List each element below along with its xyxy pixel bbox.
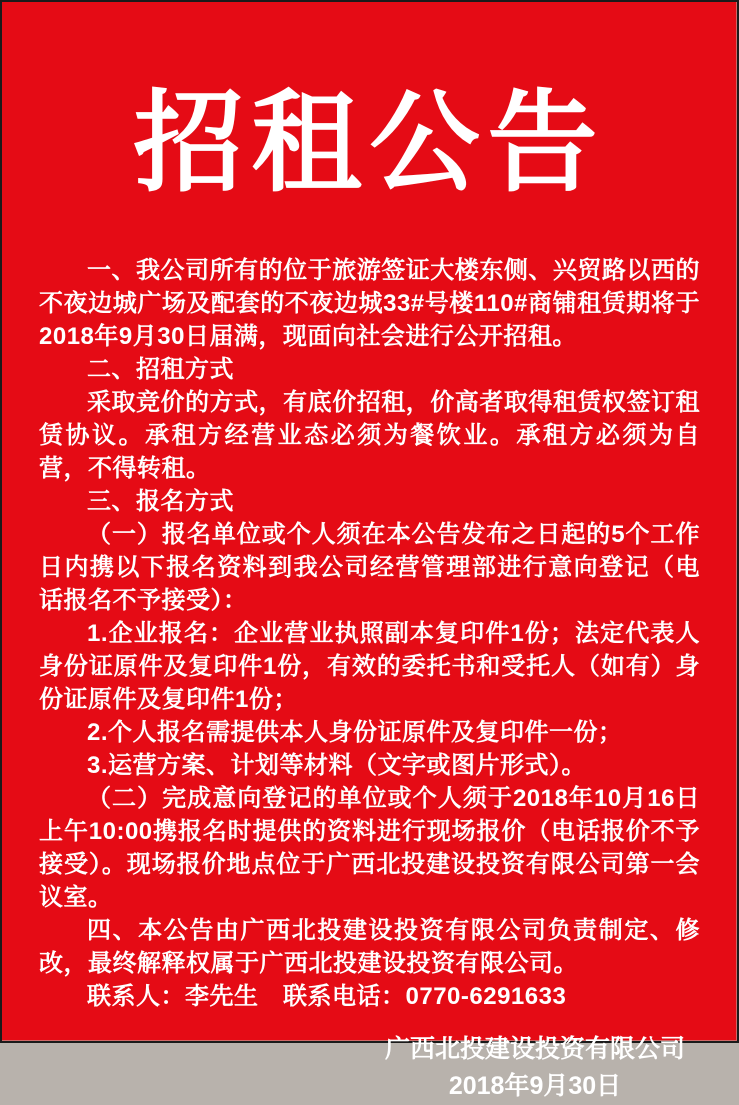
signature-company: 广西北投建设投资有限公司 [384,1035,685,1063]
contact-info: 联系人：李先生 联系电话：0770-6291633 [87,983,567,1010]
signature-block [385,1031,685,1105]
paragraph-operation-plan: 3.运营方案、计划等材料（文字或图片形式）。 [87,752,587,779]
section-heading-rental-method: 二、招租方式 [87,356,234,383]
paragraph-intro: 一、我公司所有的位于旅游签证大楼东侧、兴贸路以西的不夜边城广场及配套的不夜边城33#号楼110#商铺租赁期将于2018年9月30日届满，现面向社会进行公开招租。 [39,257,700,350]
poster-title: 招租公告 [133,83,606,205]
section-heading-registration-method: 三、报名方式 [87,488,234,515]
paragraph-individual-registration: 2.个人报名需提供本人身份证原件及复印件一份； [87,719,623,746]
paragraph-onsite-bidding: （二）完成意向登记的单位或个人须于2018年10月16日上午10:00携报名时提供的资料进行现场报价（电话报价不予接受）。现场报价地点位于广西北投建设投资有限公司第一会议室。 [39,785,700,911]
signature-date: 2018年9月30日 [448,1072,622,1100]
announcement-body [2,254,737,1013]
paragraph-rental-method: 采取竞价的方式，有底价招租，价高者取得租赁权签订租赁协议。承租方经营业态必须为餐饮业。承租方必须为自营，不得转租。 [39,389,700,482]
paragraph-registration-requirements: （一）报名单位或个人须在本公告发布之日起的5个工作日内携以下报名资料到我公司经营管理部进行意向登记（电话报名不予接受）： [39,521,700,614]
paragraph-interpretation-rights: 四、本公告由广西北投建设投资有限公司负责制定、修改，最终解释权属于广西北投建设投资有限公司。 [39,917,700,977]
paragraph-enterprise-registration: 1.企业报名：企业营业执照副本复印件1份；法定代表人身份证原件及复印件1份，有效的委托书和受托人（如有）身份证原件及复印件1份； [39,620,700,713]
